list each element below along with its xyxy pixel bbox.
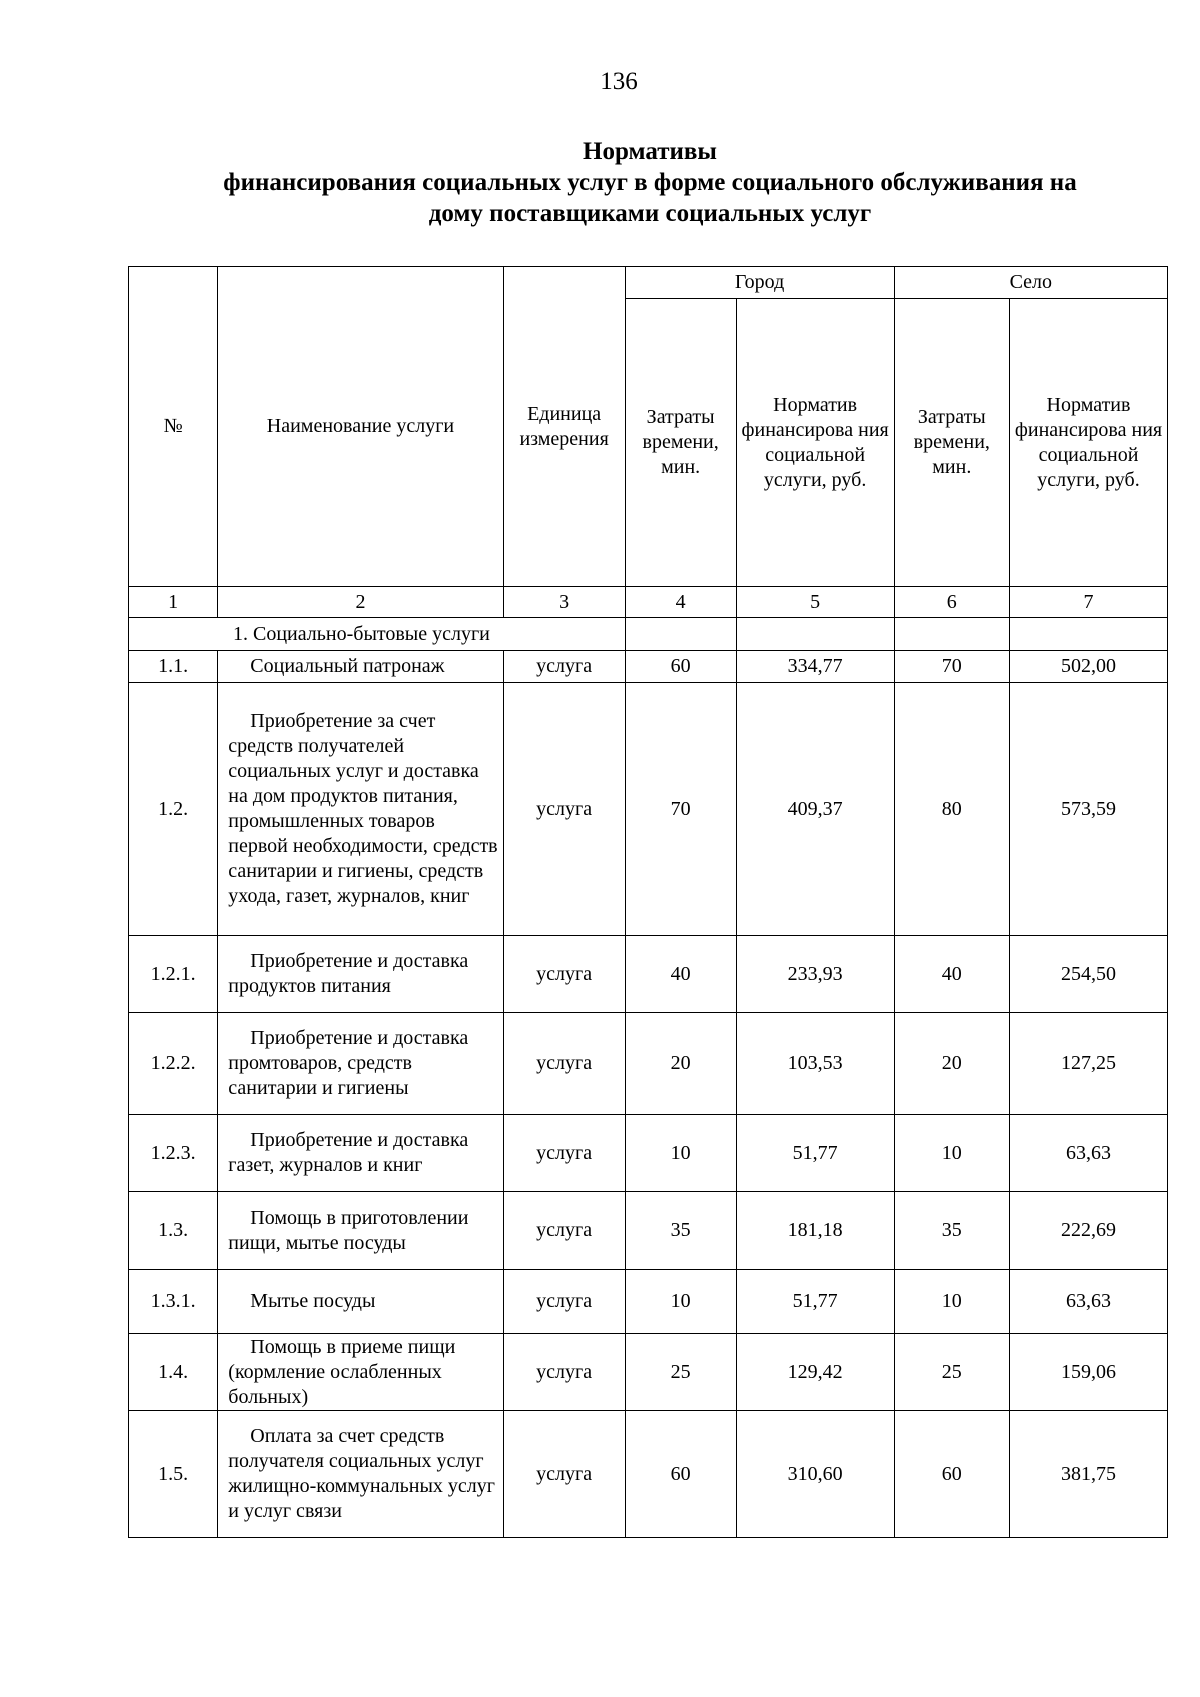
row-number: 1.2.2. [129, 1013, 218, 1115]
service-name [218, 1115, 503, 1192]
village-norm: 573,59 [1010, 683, 1168, 936]
section-row [129, 618, 1168, 651]
table-row [129, 1192, 1168, 1270]
section-empty-cell [1010, 618, 1168, 651]
service-name-first-line: Приобретение и [250, 1027, 389, 1049]
village-time: 35 [894, 1192, 1009, 1270]
village-time: 40 [894, 936, 1009, 1013]
village-norm: 63,63 [1010, 1115, 1168, 1192]
city-norm: 51,77 [736, 1270, 894, 1334]
unit: услуга [503, 1270, 625, 1334]
table-row [129, 1334, 1168, 1411]
row-number: 1.5. [129, 1411, 218, 1538]
city-norm: 334,77 [736, 651, 894, 683]
city-time: 60 [625, 1411, 736, 1538]
city-norm: 51,77 [736, 1115, 894, 1192]
city-norm: 310,60 [736, 1411, 894, 1538]
page-number: 136 [600, 68, 638, 95]
header-village: Село [894, 267, 1167, 299]
village-time: 80 [894, 683, 1009, 936]
village-norm: 127,25 [1010, 1013, 1168, 1115]
unit: услуга [503, 1013, 625, 1115]
city-norm: 129,42 [736, 1334, 894, 1411]
unit: услуга [503, 1192, 625, 1270]
city-norm: 233,93 [736, 936, 894, 1013]
row-number: 1.3.1. [129, 1270, 218, 1334]
norms-table [128, 266, 1168, 1538]
unit: услуга [503, 1334, 625, 1411]
section-empty-cell [894, 618, 1009, 651]
column-number: 6 [894, 587, 1009, 618]
village-time: 20 [894, 1013, 1009, 1115]
unit: услуга [503, 651, 625, 683]
village-norm: 159,06 [1010, 1334, 1168, 1411]
unit: услуга [503, 936, 625, 1013]
service-name-rest: доставка газет, журналов и книг [228, 1129, 469, 1176]
service-name-first-line: Помощь в [250, 1206, 336, 1229]
row-number: 1.2. [129, 683, 218, 936]
service-name-first-line: Социальный патронаж [250, 655, 445, 677]
village-time: 25 [894, 1334, 1009, 1411]
header-city-time: Затраты времени, мин. [625, 299, 736, 587]
city-time: 60 [625, 651, 736, 683]
unit: услуга [503, 1411, 625, 1538]
city-norm: 103,53 [736, 1013, 894, 1115]
village-time: 60 [894, 1411, 1009, 1538]
service-name-first-line: Приобретение и [250, 1129, 389, 1151]
service-name-rest: доставка продуктов питания [228, 950, 469, 997]
service-name-rest: получателя социальных услуг жилищно-коммунальных услуг и услуг связи [228, 1450, 495, 1522]
row-number: 1.3. [129, 1192, 218, 1270]
service-name [218, 936, 503, 1013]
service-name [218, 1334, 503, 1411]
city-time: 40 [625, 936, 736, 1013]
service-name-rest: доставка промтоваров, средств санитарии и гигиены [228, 1027, 469, 1099]
column-number: 7 [1010, 587, 1168, 618]
row-number: 1.4. [129, 1334, 218, 1411]
village-time: 70 [894, 651, 1009, 683]
table-row [129, 936, 1168, 1013]
service-name [218, 683, 503, 936]
title-line-1: Нормативы [583, 138, 717, 165]
village-time: 10 [894, 1270, 1009, 1334]
section-empty-cell [625, 618, 736, 651]
section-empty-cell [736, 618, 894, 651]
service-name-first-line: Оплата за счет средств [250, 1425, 445, 1447]
column-number: 4 [625, 587, 736, 618]
header-unit: Единица измерения [503, 267, 625, 587]
header-service-name: Наименование услуги [218, 267, 503, 587]
service-name [218, 1411, 503, 1538]
service-name-first-line: Приобретение за счет [250, 710, 436, 732]
service-name-rest: приготовлении пищи, мытье посуды [228, 1206, 469, 1254]
header-village-time: Затраты времени, мин. [894, 299, 1009, 587]
village-norm: 381,75 [1010, 1411, 1168, 1538]
document-title [130, 136, 1170, 229]
city-time: 25 [625, 1334, 736, 1411]
service-name-first-line: Приобретение и [250, 950, 389, 972]
header-number: № [129, 267, 218, 587]
service-name [218, 1013, 503, 1115]
row-number: 1.1. [129, 651, 218, 683]
city-time: 10 [625, 1270, 736, 1334]
table-row [129, 683, 1168, 936]
city-norm: 409,37 [736, 683, 894, 936]
table-row [129, 1115, 1168, 1192]
city-time: 10 [625, 1115, 736, 1192]
village-norm: 502,00 [1010, 651, 1168, 683]
city-time: 35 [625, 1192, 736, 1270]
header-city: Город [625, 267, 894, 299]
column-number: 1 [129, 587, 218, 618]
table-row [129, 1411, 1168, 1538]
service-name-first-line: Мытье посуды [250, 1290, 376, 1312]
unit: услуга [503, 683, 625, 936]
row-number: 1.2.3. [129, 1115, 218, 1192]
table-row [129, 651, 1168, 683]
city-time: 70 [625, 683, 736, 936]
table-row [129, 1270, 1168, 1334]
service-name-first-line: Помощь в приеме пищи [250, 1335, 456, 1358]
service-name [218, 1192, 503, 1270]
column-number: 5 [736, 587, 894, 618]
unit: услуга [503, 1115, 625, 1192]
village-norm: 254,50 [1010, 936, 1168, 1013]
header-city-norm: Норматив финансирова ния социальной услуги, руб. [736, 299, 894, 587]
title-line-2: финансирования социальных услуг в форме социального обслуживания на [223, 169, 1077, 196]
village-norm: 222,69 [1010, 1192, 1168, 1270]
service-name-rest: (кормление ослабленных больных) [228, 1360, 442, 1408]
village-time: 10 [894, 1115, 1009, 1192]
table-row [129, 1013, 1168, 1115]
header-village-norm: Норматив финансирова ния социальной услуги, руб. [1010, 299, 1168, 587]
service-name [218, 651, 503, 683]
row-number: 1.2.1. [129, 936, 218, 1013]
column-number: 3 [503, 587, 625, 618]
title-line-3: дому поставщиками социальных услуг [428, 200, 872, 227]
village-norm: 63,63 [1010, 1270, 1168, 1334]
column-number: 2 [218, 587, 503, 618]
section-title: 1. Социально-бытовые услуги [129, 618, 626, 651]
service-name [218, 1270, 503, 1334]
city-norm: 181,18 [736, 1192, 894, 1270]
city-time: 20 [625, 1013, 736, 1115]
service-name-rest: средств получателей социальных услуг и доставка на дом продуктов питания, промышленных товаров первой необходимости, средств санитарии и гигиены, средств ухода, газет, журналов, книг [228, 735, 498, 907]
